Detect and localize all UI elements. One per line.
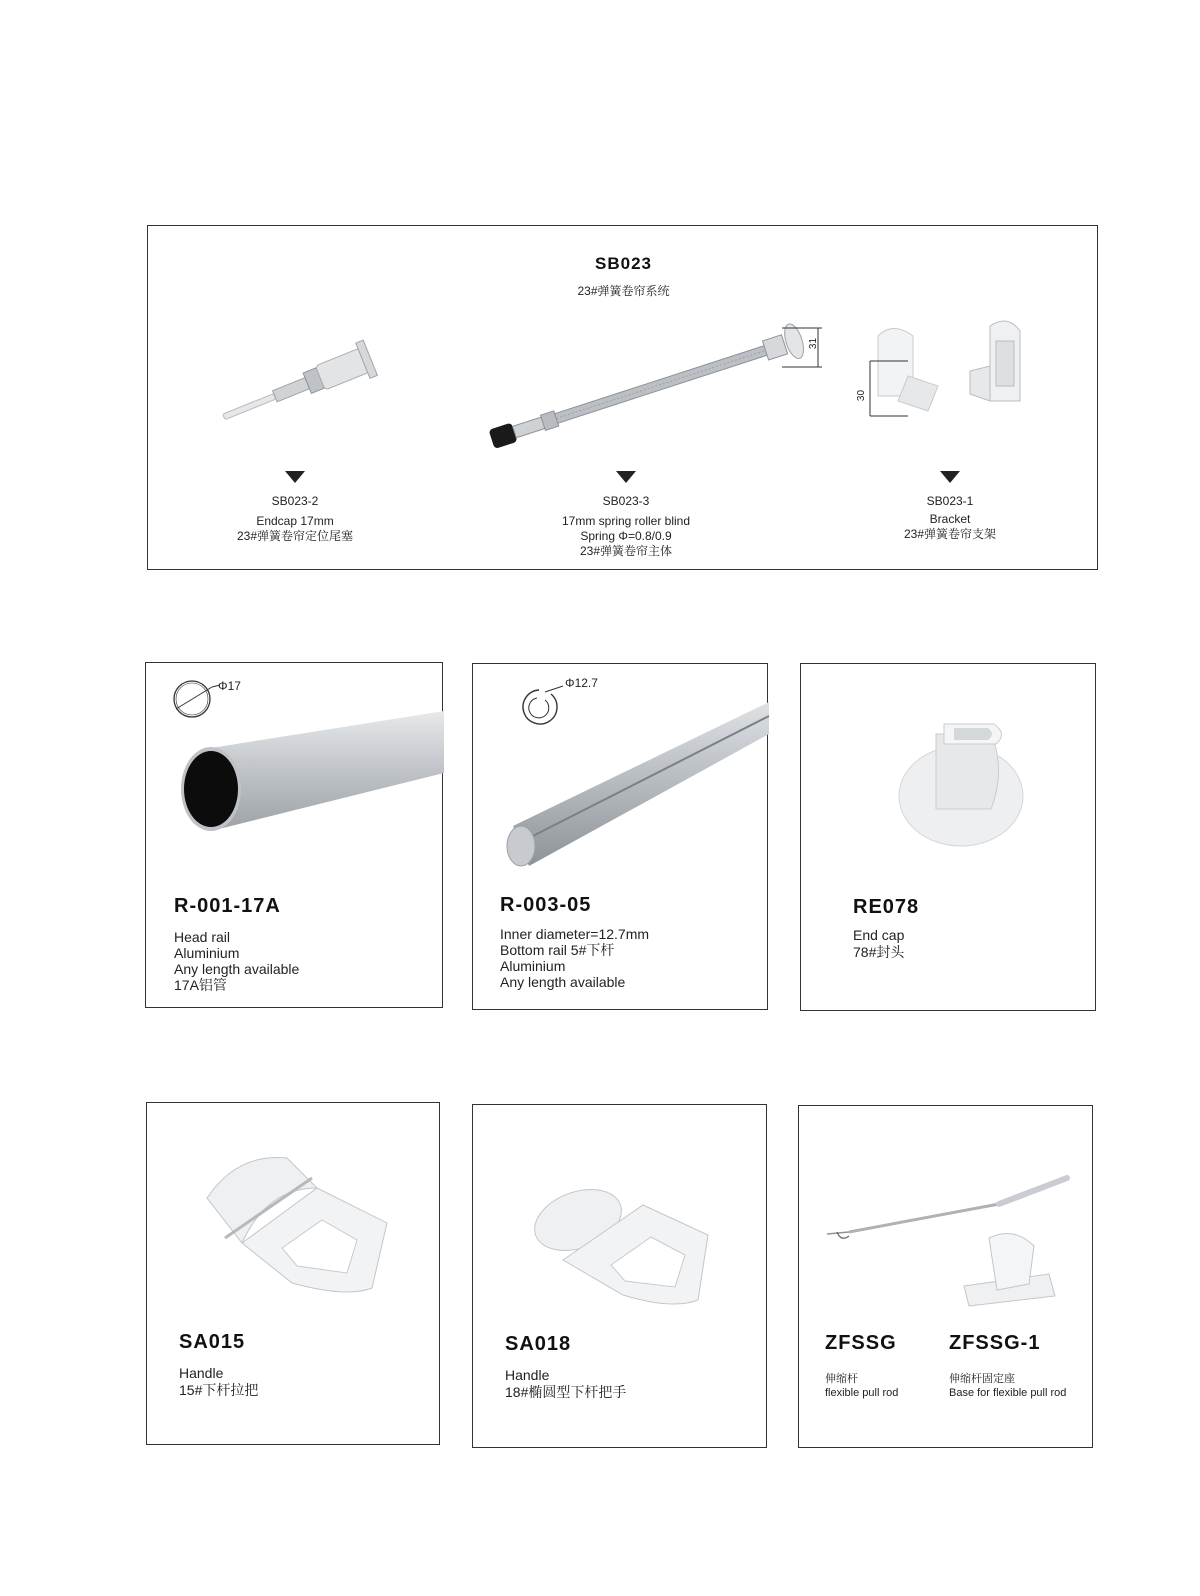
part-line: 17mm spring roller blind (561, 514, 691, 528)
product-line: Bottom rail 5#下杆 (500, 942, 615, 958)
product-code: RE078 (853, 896, 920, 918)
roller-dim-label: 31 (808, 337, 820, 350)
down-triangle-icon (940, 471, 960, 483)
product-card-sa018 (472, 1104, 767, 1448)
product-code: R-001-17A (174, 895, 281, 917)
system-subtitle: 23#弹簧卷帘系统 (577, 284, 670, 298)
bracket-dim-label: 30 (856, 389, 868, 402)
system-panel (147, 225, 1098, 570)
product-line: 18#椭圆型下杆把手 (505, 1384, 627, 1400)
product-line: Aluminium (174, 945, 240, 961)
head-rail-image (176, 703, 444, 843)
down-triangle-icon (285, 471, 305, 483)
product-line: Head rail (174, 929, 231, 945)
product-line: 15#下杆拉把 (179, 1382, 259, 1398)
down-triangle-icon (616, 471, 636, 483)
product-line: Handle (179, 1365, 224, 1381)
product-code: SA015 (179, 1331, 246, 1353)
handle-image-sa015 (197, 1148, 397, 1308)
product-line-2: Base for flexible pull rod (949, 1387, 1067, 1399)
product-card-sa015 (146, 1102, 440, 1445)
system-code: SB023 (595, 254, 652, 273)
product-line: Any length available (500, 974, 626, 990)
part-code-1: SB023-2 (271, 494, 319, 508)
product-line: Inner diameter=12.7mm (500, 926, 650, 942)
product-line: flexible pull rod (825, 1387, 899, 1399)
product-line: 17A铝管 (174, 977, 227, 993)
product-line: 伸缩杆 (825, 1373, 858, 1385)
part-line: Endcap 17mm (256, 514, 334, 528)
part-line: Spring Φ=0.8/0.9 (580, 529, 672, 543)
product-card-r003 (472, 663, 768, 1010)
product-line: End cap (853, 927, 905, 943)
end-cap-image (896, 714, 1036, 849)
product-card-re078 (800, 663, 1096, 1011)
product-code: SA018 (505, 1333, 572, 1355)
product-card-r001 (145, 662, 443, 1008)
product-line: 78#封头 (853, 944, 905, 960)
endcap-image (208, 336, 398, 436)
part-line: 23#弹簧卷帘主体 (579, 544, 673, 558)
product-card-zfssg (798, 1105, 1093, 1448)
part-line: 23#弹簧卷帘定位尾塞 (236, 529, 354, 543)
bracket-image (858, 316, 1058, 436)
pull-rod-image (819, 1166, 1079, 1316)
product-line: Aluminium (500, 958, 566, 974)
product-line: Handle (505, 1367, 550, 1383)
bottom-rail-image (493, 694, 769, 874)
part-code-2: SB023-3 (602, 494, 650, 508)
handle-image-sa018 (523, 1165, 723, 1315)
product-line: Any length available (174, 961, 300, 977)
product-line-2: 伸缩杆固定座 (949, 1373, 1015, 1385)
product-dim: Φ12.7 (565, 676, 598, 690)
part-line: Bracket (929, 512, 971, 526)
part-code-3: SB023-1 (926, 494, 974, 508)
part-line: 23#弹簧卷帘支架 (903, 527, 997, 541)
product-code: R-003-05 (500, 894, 592, 916)
product-code-2: ZFSSG-1 (949, 1332, 1041, 1354)
product-dim: Φ17 (218, 679, 241, 693)
product-code: ZFSSG (825, 1332, 897, 1354)
